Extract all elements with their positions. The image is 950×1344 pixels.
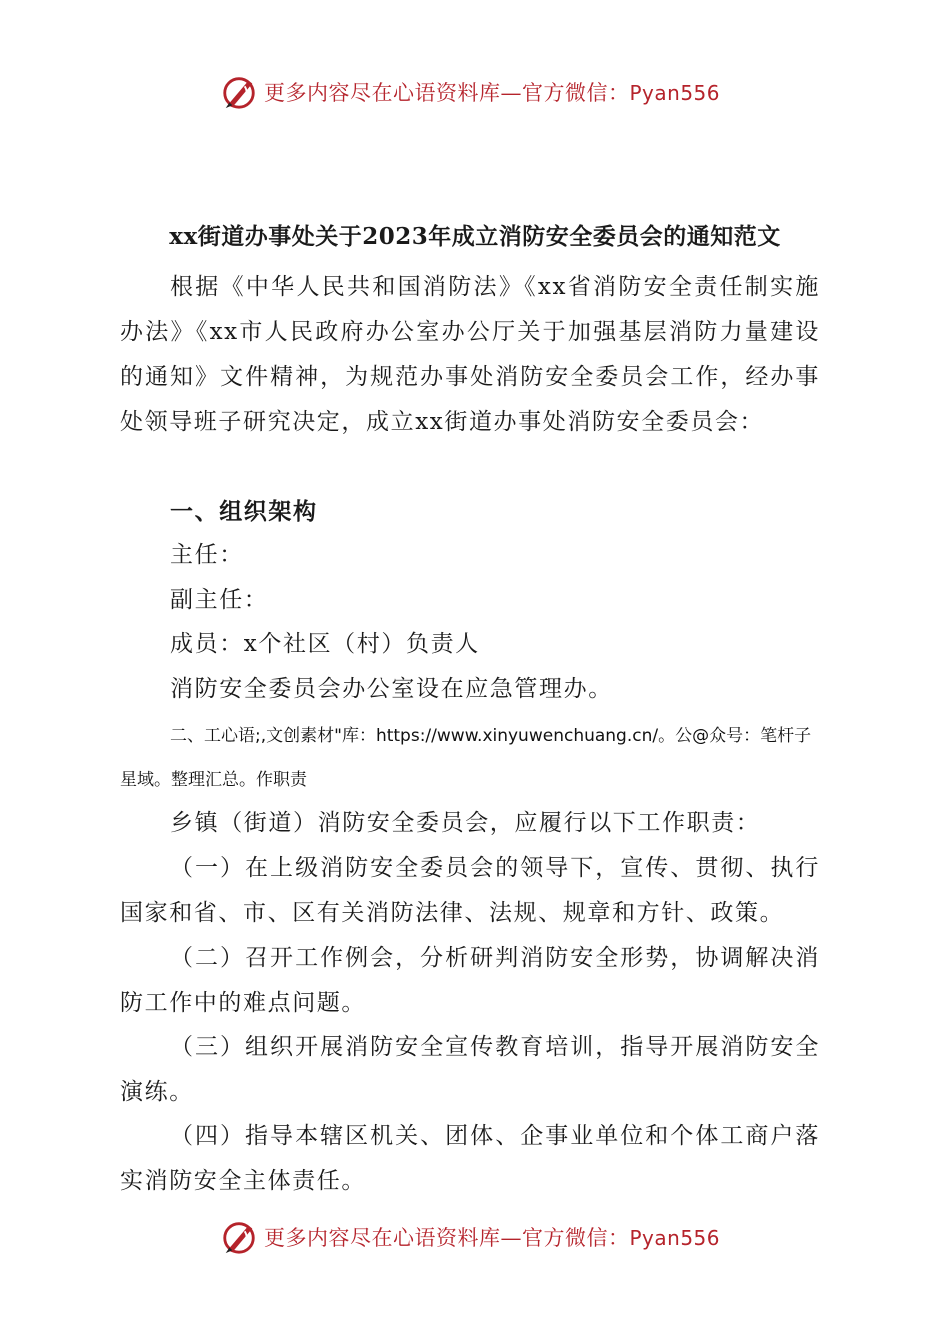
deputy-director-line: 副主任： [170,587,269,613]
duty-item: （一）在上级消防安全委员会的领导下，宣传、贯彻、执行国家和省、市、区有关消防法律、法规、规章和方针、政策。 [120,855,820,926]
brush-logo-icon [220,73,258,111]
director-line: 主任： [170,542,244,568]
wechat-id: Pyan556 [629,1226,721,1250]
banner-text: 更多内容尽在心语资料库—官方微信：Pyan556 [264,81,721,105]
section-heading-duties: 二、工心语;,文创素材"库：https://www.xinyuwenchuang.cn/。公@众号：笔杆子星域。整理汇总。作职责 [120,726,812,790]
section-heading-organization: 一、组织架构 [170,498,318,525]
intro-paragraph: 根据《中华人民共和国消防法》《xx省消防安全责任制实施办法》《xx市人民政府办公室办公厅关于加强基层消防力量建设的通知》文件精神，为规范办事处消防安全委员会工作，经办事处领导班子研究决定，成立xx街道办事处消防安全委员会： [120,274,820,435]
document-title: xx街道办事处关于2023年成立消防安全委员会的通知范文 [169,223,781,250]
brush-logo-icon [220,1218,258,1256]
office-line: 消防安全委员会办公室设在应急管理办。 [170,676,613,702]
wechat-id: Pyan556 [629,81,721,105]
duty-item: （四）指导本辖区机关、团体、企事业单位和个体工商户落实消防安全主体责任。 [120,1123,820,1194]
duties-lead-line: 乡镇（街道）消防安全委员会，应履行以下工作职责： [170,810,761,836]
members-line: 成员：x个社区（村）负责人 [170,631,480,657]
duty-item: （二）召开工作例会，分析研判消防安全形势，协调解决消防工作中的难点问题。 [120,945,820,1016]
header-banner [220,72,740,112]
duty-item: （三）组织开展消防安全宣传教育培训，指导开展消防安全演练。 [120,1034,820,1105]
footer-banner [220,1217,740,1257]
banner-text: 更多内容尽在心语资料库—官方微信：Pyan556 [264,1226,721,1250]
